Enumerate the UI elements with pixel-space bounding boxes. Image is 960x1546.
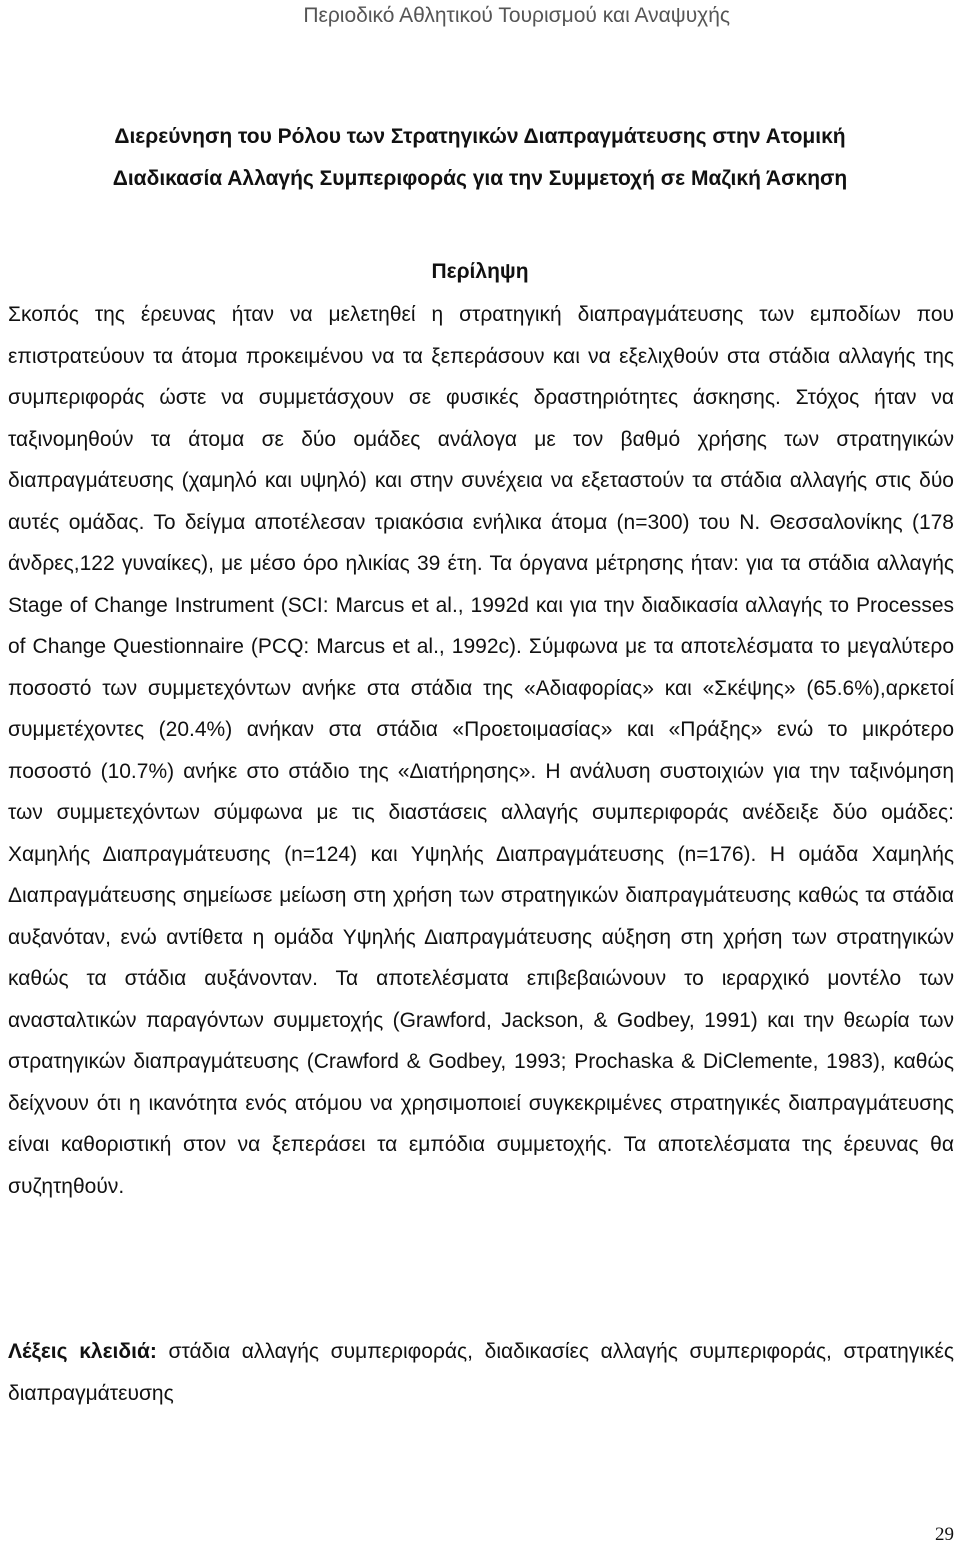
running-header: Περιοδικό Αθλητικού Τουρισμού και Αναψυχής	[303, 4, 730, 27]
keywords-text: στάδια αλλαγής συμπεριφοράς, διαδικασίες αλλαγής συμπεριφοράς, στρατηγικές διαπραγμάτευσης	[8, 1340, 954, 1405]
article-title-line-1: Διερεύνηση του Ρόλου των Στρατηγικών Διαπραγμάτευσης στην Ατομική	[114, 125, 846, 148]
keywords-label: Λέξεις κλειδιά:	[8, 1340, 157, 1363]
article-title	[0, 116, 960, 200]
article-title-line-2: Διαδικασία Αλλαγής Συμπεριφοράς για την Συμμετοχή σε Μαζική Άσκηση	[112, 167, 848, 190]
abstract-body: Σκοπός της έρευνας ήταν να μελετηθεί η στρατηγική διαπραγμάτευσης των εμποδίων που επιστρατεύουν τα άτομα προκειμένου να τα ξεπεράσουν και να εξελιχθούν στα στάδια αλλαγής της συμπεριφοράς ώστε να συμμετάσχουν σε φυσικές δραστηριότητες άσκησης. Στόχος ήταν να ταξινομηθούν τα άτομα σε δύο ομάδες ανάλογα με τον βαθμό χρήσης των στρατηγικών διαπραγμάτευσης (χαμηλό και υψηλό) και στην συνέχεια να εξεταστούν τα στάδια αλλαγής στις δύο αυτές ομάδας. Το δείγμα αποτέλεσαν τριακόσια ενήλικα άτομα (n=300) του Ν. Θεσσαλονίκης (178 άνδρες,122 γυναίκες), με μέσο όρο ηλικίας 39 έτη. Τα όργανα μέτρησης ήταν: για τα στάδια αλλαγής Stage of Change Instrument (SCI: Marcus et al., 1992d και για την διαδικασία αλλαγής το Processes of Change Questionnaire (PCQ: Marcus et al., 1992c). Σύμφωνα με τα αποτελέσματα το μεγαλύτερο ποσοστό των συμμετεχόντων ανήκε στα στάδια της «Αδιαφορίας» και «Σκέψης» (65.6%),αρκετοί συμμετέχοντες (20.4%) ανήκαν στα στάδια «Προετοιμασίας» και «Πράξης» ενώ το μικρότερο ποσοστό (10.7%) ανήκε στο στάδιο της «Διατήρησης». Η ανάλυση συστοιχιών για την ταξινόμηση των συμμετεχόντων σύμφωνα με τις διαστάσεις αλλαγής συμπεριφοράς ανέδειξε δύο ομάδες: Χαμηλής Διαπραγμάτευσης (n=124) και Υψηλής Διαπραγμάτευσης (n=176). Η ομάδα Χαμηλής Διαπραγμάτευσης σημείωσε μείωση στη χρήση των στρατηγικών διαπραγμάτευσης καθώς τα στάδια αυξανόταν, ενώ αντίθετα η ομάδα Υψηλής Διαπραγμάτευσης αύξηση στη χρήση των στρατηγικών καθώς τα στάδια αυξάνονταν. Τα αποτελέσματα επιβεβαιώνουν το ιεραρχικό μοντέλο των ανασταλτικών παραγόντων συμμετοχής (Grawford, Jackson, & Godbey, 1991) και την θεωρία των στρατηγικών διαπραγμάτευσης (Crawford & Godbey, 1993; Prochaska & DiClemente, 1983), καθώς δείχνουν ότι η ικανότητα ενός ατόμου να χρησιμοποιεί συγκεκριμένες στρατηγικές διαπραγμάτευσης είναι καθοριστική στον να ξεπεράσει τα εμπόδια συμμετοχής. Τα αποτελέσματα της έρευνας θα συζητηθούν.	[8, 303, 954, 1198]
keywords	[8, 1331, 954, 1414]
abstract-heading: Περίληψη	[431, 260, 529, 283]
page-number: 29	[935, 1524, 954, 1545]
